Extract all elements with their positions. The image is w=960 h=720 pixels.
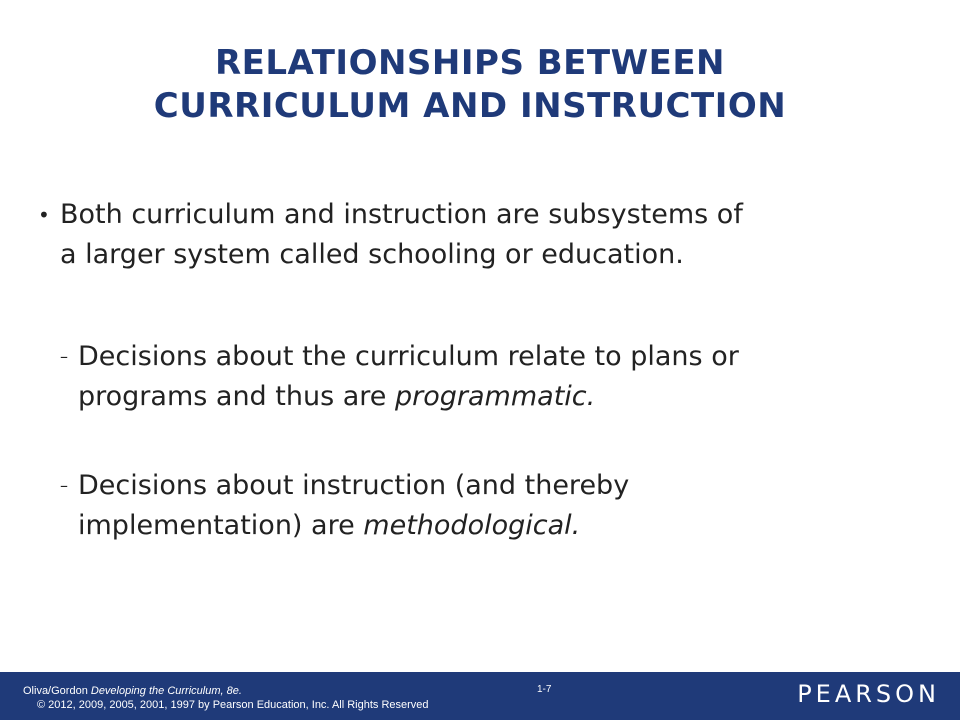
footer-author: Oliva/Gordon xyxy=(23,685,91,697)
sub-point-plain-text: implementation) are xyxy=(78,510,364,541)
main-bullet-line-2: a larger system called schooling or education. xyxy=(60,239,684,270)
footer-copyright: © 2012, 2009, 2005, 2001, 1997 by Pearson Education, Inc. All Rights Reserved xyxy=(37,699,429,711)
main-bullet-line-1: Both curriculum and instruction are subsystems of xyxy=(60,199,743,230)
dash-icon: – xyxy=(60,347,68,366)
footer-credit xyxy=(23,684,429,712)
sub-point-line-1: Decisions about the curriculum relate to plans or xyxy=(78,341,739,372)
slide-title xyxy=(60,42,880,128)
sub-point-plain-text: programs and thus are xyxy=(78,381,395,412)
bullet-icon: • xyxy=(38,203,50,227)
sub-point-methodological xyxy=(60,466,920,546)
dash-icon: – xyxy=(60,476,68,495)
main-bullet-text xyxy=(38,195,918,275)
main-bullet xyxy=(38,195,918,275)
sub-point-italic-term: methodological. xyxy=(363,510,581,541)
sub-point-text xyxy=(60,337,920,417)
footer-credit-line-1 xyxy=(23,684,429,698)
sub-point-text xyxy=(60,466,920,546)
sub-point-line-2 xyxy=(78,506,920,546)
sub-point-line-2 xyxy=(78,377,920,417)
slide-title-line-2: CURRICULUM AND INSTRUCTION xyxy=(153,86,787,126)
sub-point-programmatic xyxy=(60,337,920,417)
footer-book-title: Developing the Curriculum, 8e. xyxy=(90,685,242,697)
slide-title-line-1: RELATIONSHIPS BETWEEN xyxy=(214,43,726,83)
sub-point-italic-term: programmatic. xyxy=(395,381,596,412)
footer-bar xyxy=(0,672,960,720)
pearson-logo: PEARSON xyxy=(797,680,940,708)
page-number: 1-7 xyxy=(537,684,552,695)
sub-point-line-1: Decisions about instruction (and thereby xyxy=(78,470,630,501)
